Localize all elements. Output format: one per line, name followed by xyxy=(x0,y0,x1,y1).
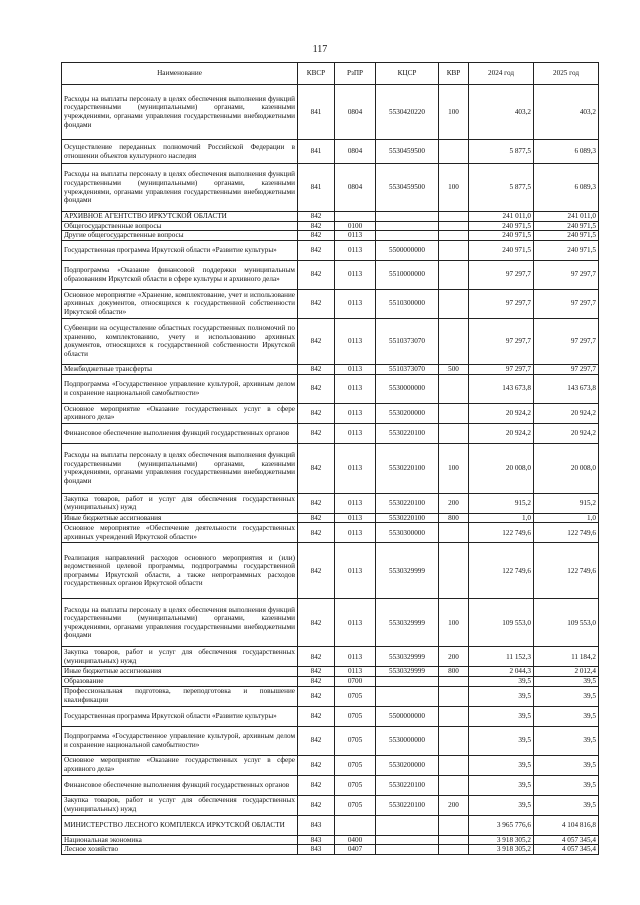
cell-2024: 39,5 xyxy=(469,706,534,726)
table-row xyxy=(62,423,599,443)
table-row xyxy=(62,240,599,260)
cell-name: Государственная программа Иркутской области «Развитие культуры» xyxy=(62,240,298,260)
cell-kvr: 100 xyxy=(439,164,469,212)
cell-kvr xyxy=(439,845,469,855)
table-row xyxy=(62,212,599,222)
cell-kcsr: 5530200000 xyxy=(376,755,439,775)
cell-rzpr: 0705 xyxy=(335,706,376,726)
cell-kvr xyxy=(439,726,469,755)
cell-rzpr: 0700 xyxy=(335,676,376,686)
cell-kcsr xyxy=(376,676,439,686)
cell-name: Иные бюджетные ассигнования xyxy=(62,513,298,523)
cell-2025: 39,5 xyxy=(534,726,599,755)
cell-2024: 240 971,5 xyxy=(469,221,534,231)
cell-rzpr xyxy=(335,212,376,222)
table-row xyxy=(62,221,599,231)
cell-2025: 122 749,6 xyxy=(534,543,599,599)
table-header-row xyxy=(62,63,599,85)
cell-name: Осуществление переданных полномочий Российской Федерации в отношении объектов культурного наследия xyxy=(62,140,298,164)
cell-2024: 122 749,6 xyxy=(469,543,534,599)
cell-rzpr: 0113 xyxy=(335,599,376,647)
cell-2024: 240 971,5 xyxy=(469,231,534,241)
cell-kvsr: 842 xyxy=(298,493,335,513)
table-row xyxy=(62,443,599,493)
table-row xyxy=(62,815,599,835)
cell-2025: 39,5 xyxy=(534,686,599,706)
cell-kcsr xyxy=(376,221,439,231)
cell-kvr: 200 xyxy=(439,493,469,513)
cell-kcsr: 5530200000 xyxy=(376,403,439,423)
cell-kcsr xyxy=(376,845,439,855)
cell-kvsr: 842 xyxy=(298,599,335,647)
cell-kvsr: 842 xyxy=(298,364,335,374)
cell-kvsr: 841 xyxy=(298,140,335,164)
table-row xyxy=(62,164,599,212)
cell-kvsr: 841 xyxy=(298,85,335,140)
cell-rzpr: 0113 xyxy=(335,374,376,403)
cell-kcsr: 5530329999 xyxy=(376,667,439,677)
cell-2024: 403,2 xyxy=(469,85,534,140)
cell-kvr: 500 xyxy=(439,364,469,374)
cell-2024: 97 297,7 xyxy=(469,289,534,318)
cell-kvsr: 842 xyxy=(298,726,335,755)
cell-2025: 4 104 816,8 xyxy=(534,815,599,835)
table-row xyxy=(62,318,599,364)
cell-rzpr: 0113 xyxy=(335,260,376,289)
page-number: 117 xyxy=(312,44,328,55)
cell-kcsr: 5530220100 xyxy=(376,513,439,523)
cell-2025: 240 971,5 xyxy=(534,221,599,231)
cell-name: Расходы на выплаты персоналу в целях обеспечения выполнения функций государственными (муниципальными) органами, казенными учреждениями, органами управления государственными внебюджетными фондами xyxy=(62,599,298,647)
cell-rzpr: 0113 xyxy=(335,523,376,543)
cell-kvr xyxy=(439,775,469,795)
cell-rzpr xyxy=(335,815,376,835)
cell-kcsr xyxy=(376,231,439,241)
cell-2024: 109 553,0 xyxy=(469,599,534,647)
table-row xyxy=(62,599,599,647)
table-row xyxy=(62,493,599,513)
cell-kvsr: 842 xyxy=(298,221,335,231)
cell-kvr xyxy=(439,289,469,318)
header-rzpr: РзПР xyxy=(335,63,376,85)
cell-rzpr: 0100 xyxy=(335,221,376,231)
cell-2024: 11 152,3 xyxy=(469,647,534,667)
cell-name: Реализация направлений расходов основного мероприятия и (или) ведомственной целевой программы, подпрограммы государственной программы Иркутской области, а также непрограммных расходов государственных органов Иркутской области xyxy=(62,543,298,599)
cell-kvr xyxy=(439,318,469,364)
cell-kvr: 100 xyxy=(439,599,469,647)
cell-kcsr: 5530000000 xyxy=(376,374,439,403)
cell-kvr xyxy=(439,221,469,231)
cell-kvr xyxy=(439,706,469,726)
cell-rzpr: 0113 xyxy=(335,493,376,513)
cell-kvsr: 842 xyxy=(298,374,335,403)
cell-name: АРХИВНОЕ АГЕНТСТВО ИРКУТСКОЙ ОБЛАСТИ xyxy=(62,212,298,222)
cell-2024: 39,5 xyxy=(469,795,534,815)
cell-name: Национальная экономика xyxy=(62,835,298,845)
cell-2024: 3 918 305,2 xyxy=(469,845,534,855)
cell-2024: 5 877,5 xyxy=(469,140,534,164)
cell-kcsr: 5510373070 xyxy=(376,364,439,374)
cell-rzpr: 0113 xyxy=(335,443,376,493)
cell-name: Закупка товаров, работ и услуг для обеспечения государственных (муниципальных) нужд xyxy=(62,493,298,513)
cell-kcsr: 5510300000 xyxy=(376,289,439,318)
cell-kcsr xyxy=(376,686,439,706)
cell-kvr xyxy=(439,423,469,443)
cell-2024: 20 924,2 xyxy=(469,403,534,423)
cell-rzpr: 0705 xyxy=(335,795,376,815)
cell-kvsr: 842 xyxy=(298,423,335,443)
cell-kvsr: 842 xyxy=(298,212,335,222)
cell-name: Основное мероприятие «Обеспечение деятельности государственных архивных учреждений Иркутской области» xyxy=(62,523,298,543)
table-row xyxy=(62,647,599,667)
cell-2024: 97 297,7 xyxy=(469,364,534,374)
cell-rzpr: 0705 xyxy=(335,726,376,755)
cell-kcsr: 5530000000 xyxy=(376,726,439,755)
table-row xyxy=(62,543,599,599)
cell-kcsr xyxy=(376,835,439,845)
cell-kcsr: 5530220100 xyxy=(376,443,439,493)
cell-kvr xyxy=(439,676,469,686)
cell-kvsr: 842 xyxy=(298,231,335,241)
cell-kvr xyxy=(439,755,469,775)
header-kvsr: КВСР xyxy=(298,63,335,85)
cell-2025: 2 012,4 xyxy=(534,667,599,677)
cell-rzpr: 0113 xyxy=(335,364,376,374)
cell-kvsr: 842 xyxy=(298,647,335,667)
cell-kvr: 100 xyxy=(439,443,469,493)
cell-2024: 3 918 305,2 xyxy=(469,835,534,845)
table-row xyxy=(62,140,599,164)
table-row xyxy=(62,513,599,523)
cell-name: Образование xyxy=(62,676,298,686)
cell-2025: 109 553,0 xyxy=(534,599,599,647)
cell-2025: 6 089,3 xyxy=(534,164,599,212)
table-row xyxy=(62,374,599,403)
cell-kvr xyxy=(439,815,469,835)
cell-kvr: 200 xyxy=(439,647,469,667)
cell-2025: 4 057 345,4 xyxy=(534,835,599,845)
cell-2024: 39,5 xyxy=(469,755,534,775)
cell-name: Иные бюджетные ассигнования xyxy=(62,667,298,677)
table-row xyxy=(62,289,599,318)
cell-2025: 143 673,8 xyxy=(534,374,599,403)
table-row xyxy=(62,726,599,755)
header-2024: 2024 год xyxy=(469,63,534,85)
budget-table xyxy=(61,62,599,855)
cell-2025: 122 749,6 xyxy=(534,523,599,543)
cell-rzpr: 0113 xyxy=(335,513,376,523)
cell-2024: 143 673,8 xyxy=(469,374,534,403)
table-row xyxy=(62,845,599,855)
cell-kvsr: 842 xyxy=(298,240,335,260)
cell-kcsr: 5530300000 xyxy=(376,523,439,543)
cell-kvr xyxy=(439,686,469,706)
cell-2025: 11 184,2 xyxy=(534,647,599,667)
cell-rzpr: 0705 xyxy=(335,775,376,795)
table-row xyxy=(62,795,599,815)
table-row xyxy=(62,686,599,706)
cell-2025: 4 057 345,4 xyxy=(534,845,599,855)
cell-kvsr: 842 xyxy=(298,260,335,289)
cell-kvsr: 843 xyxy=(298,835,335,845)
cell-name: Основное мероприятие «Хранение, комплектование, учет и использование архивных документов, относящихся к государственной собственности Иркутской области» xyxy=(62,289,298,318)
header-2025: 2025 год xyxy=(534,63,599,85)
cell-2025: 240 971,5 xyxy=(534,240,599,260)
cell-kvr xyxy=(439,835,469,845)
cell-kcsr: 5530220100 xyxy=(376,493,439,513)
table-row xyxy=(62,755,599,775)
cell-kcsr: 5530329999 xyxy=(376,543,439,599)
cell-kvr: 200 xyxy=(439,795,469,815)
cell-2025: 97 297,7 xyxy=(534,289,599,318)
cell-kvsr: 841 xyxy=(298,164,335,212)
cell-2025: 39,5 xyxy=(534,795,599,815)
cell-name: Финансовое обеспечение выполнения функций государственных органов xyxy=(62,423,298,443)
cell-kvsr: 843 xyxy=(298,845,335,855)
cell-rzpr: 0804 xyxy=(335,140,376,164)
cell-2025: 20 924,2 xyxy=(534,403,599,423)
cell-2025: 39,5 xyxy=(534,676,599,686)
cell-2025: 915,2 xyxy=(534,493,599,513)
cell-kvsr: 842 xyxy=(298,523,335,543)
cell-name: Государственная программа Иркутской области «Развитие культуры» xyxy=(62,706,298,726)
cell-2024: 39,5 xyxy=(469,775,534,795)
cell-name: Закупка товаров, работ и услуг для обеспечения государственных (муниципальных) нужд xyxy=(62,647,298,667)
cell-kvsr: 842 xyxy=(298,403,335,423)
cell-rzpr: 0113 xyxy=(335,423,376,443)
cell-name: Лесное хозяйство xyxy=(62,845,298,855)
header-kvr: КВР xyxy=(439,63,469,85)
cell-rzpr: 0113 xyxy=(335,543,376,599)
cell-2025: 39,5 xyxy=(534,755,599,775)
cell-kcsr: 5530459500 xyxy=(376,140,439,164)
cell-kvsr: 842 xyxy=(298,775,335,795)
cell-kcsr xyxy=(376,815,439,835)
cell-2024: 3 965 776,6 xyxy=(469,815,534,835)
cell-name: Основное мероприятие «Оказание государственных услуг в сфере архивного дела» xyxy=(62,755,298,775)
cell-name: Закупка товаров, работ и услуг для обеспечения государственных (муниципальных) нужд xyxy=(62,795,298,815)
cell-rzpr: 0113 xyxy=(335,240,376,260)
cell-2024: 2 044,3 xyxy=(469,667,534,677)
cell-kvsr: 842 xyxy=(298,543,335,599)
cell-2024: 20 924,2 xyxy=(469,423,534,443)
cell-kvsr: 842 xyxy=(298,289,335,318)
cell-2025: 1,0 xyxy=(534,513,599,523)
header-kcsr: КЦСР xyxy=(376,63,439,85)
cell-2024: 97 297,7 xyxy=(469,260,534,289)
cell-2024: 39,5 xyxy=(469,726,534,755)
cell-name: Профессиональная подготовка, переподготовка и повышение квалификации xyxy=(62,686,298,706)
cell-2024: 5 877,5 xyxy=(469,164,534,212)
cell-kvr xyxy=(439,240,469,260)
cell-kvr xyxy=(439,260,469,289)
cell-rzpr: 0804 xyxy=(335,85,376,140)
cell-rzpr: 0705 xyxy=(335,755,376,775)
cell-2025: 403,2 xyxy=(534,85,599,140)
header-name: Наименование xyxy=(62,63,298,85)
cell-kcsr: 5530220100 xyxy=(376,795,439,815)
cell-kvsr: 842 xyxy=(298,755,335,775)
cell-2024: 20 008,0 xyxy=(469,443,534,493)
cell-kcsr: 5510000000 xyxy=(376,260,439,289)
cell-name: Расходы на выплаты персоналу в целях обеспечения выполнения функций государственными (муниципальными) органами, казенными учреждениями, органами управления государственными внебюджетными фондами xyxy=(62,443,298,493)
cell-rzpr: 0113 xyxy=(335,647,376,667)
table-row xyxy=(62,667,599,677)
cell-2024: 39,5 xyxy=(469,686,534,706)
cell-kvsr: 842 xyxy=(298,686,335,706)
cell-name: Межбюджетные трансферты xyxy=(62,364,298,374)
cell-2025: 97 297,7 xyxy=(534,260,599,289)
cell-kcsr: 5510373070 xyxy=(376,318,439,364)
cell-kcsr: 5530459500 xyxy=(376,164,439,212)
cell-rzpr: 0400 xyxy=(335,835,376,845)
table-row xyxy=(62,775,599,795)
cell-kvr: 800 xyxy=(439,513,469,523)
cell-2024: 240 971,5 xyxy=(469,240,534,260)
cell-kcsr: 5530220100 xyxy=(376,775,439,795)
cell-rzpr: 0113 xyxy=(335,318,376,364)
cell-2025: 97 297,7 xyxy=(534,318,599,364)
table-row xyxy=(62,835,599,845)
cell-rzpr: 0113 xyxy=(335,403,376,423)
cell-name: Расходы на выплаты персоналу в целях обеспечения выполнения функций государственными (муниципальными) органами, казенными учреждениями, органами управления государственными внебюджетными фондами xyxy=(62,164,298,212)
cell-rzpr: 0804 xyxy=(335,164,376,212)
cell-kcsr xyxy=(376,212,439,222)
cell-2024: 97 297,7 xyxy=(469,318,534,364)
cell-name: Подпрограмма «Оказание финансовой поддержки муниципальным образованиям Иркутской области в сфере культуры и архивного дела» xyxy=(62,260,298,289)
cell-kcsr: 5500000000 xyxy=(376,706,439,726)
cell-2025: 241 011,0 xyxy=(534,212,599,222)
cell-name: Расходы на выплаты персоналу в целях обеспечения выполнения функций государственными (муниципальными) органами, казенными учреждениями, органами управления государственными внебюджетными фондами xyxy=(62,85,298,140)
cell-kvsr: 842 xyxy=(298,676,335,686)
cell-rzpr: 0407 xyxy=(335,845,376,855)
cell-2024: 39,5 xyxy=(469,676,534,686)
cell-kvr: 100 xyxy=(439,85,469,140)
table-row xyxy=(62,403,599,423)
cell-kcsr: 5500000000 xyxy=(376,240,439,260)
table-row xyxy=(62,231,599,241)
cell-kvsr: 842 xyxy=(298,318,335,364)
cell-2025: 39,5 xyxy=(534,775,599,795)
cell-kvr: 800 xyxy=(439,667,469,677)
cell-name: Подпрограмма «Государственное управление культурой, архивным делом и сохранение национальной самобытности» xyxy=(62,374,298,403)
cell-2025: 20 008,0 xyxy=(534,443,599,493)
table-row xyxy=(62,260,599,289)
cell-name: Субвенции на осуществление областных государственных полномочий по хранению, комплектованию, учету и использованию архивных документов, относящихся к государственной собственности Иркутской области xyxy=(62,318,298,364)
cell-kcsr: 5530329999 xyxy=(376,599,439,647)
cell-kvr xyxy=(439,212,469,222)
cell-kvsr: 842 xyxy=(298,443,335,493)
cell-name: Подпрограмма «Государственное управление культурой, архивным делом и сохранение национальной самобытности» xyxy=(62,726,298,755)
cell-rzpr: 0705 xyxy=(335,686,376,706)
cell-rzpr: 0113 xyxy=(335,231,376,241)
cell-kvsr: 843 xyxy=(298,815,335,835)
cell-name: Финансовое обеспечение выполнения функций государственных органов xyxy=(62,775,298,795)
cell-kvr xyxy=(439,140,469,164)
cell-kvsr: 842 xyxy=(298,795,335,815)
cell-kcsr: 5530329999 xyxy=(376,647,439,667)
cell-2025: 97 297,7 xyxy=(534,364,599,374)
table-row xyxy=(62,523,599,543)
cell-2024: 241 011,0 xyxy=(469,212,534,222)
cell-rzpr: 0113 xyxy=(335,289,376,318)
cell-kvr xyxy=(439,523,469,543)
cell-kvr xyxy=(439,543,469,599)
cell-2024: 1,0 xyxy=(469,513,534,523)
cell-kcsr: 5530220100 xyxy=(376,423,439,443)
cell-kvsr: 842 xyxy=(298,706,335,726)
cell-2025: 240 971,5 xyxy=(534,231,599,241)
cell-2025: 39,5 xyxy=(534,706,599,726)
cell-kvsr: 842 xyxy=(298,667,335,677)
cell-kvr xyxy=(439,403,469,423)
cell-kvr xyxy=(439,374,469,403)
cell-kvr xyxy=(439,231,469,241)
table-row xyxy=(62,364,599,374)
table-row xyxy=(62,676,599,686)
cell-2025: 20 924,2 xyxy=(534,423,599,443)
cell-name: Общегосударственные вопросы xyxy=(62,221,298,231)
cell-kvsr: 842 xyxy=(298,513,335,523)
cell-2024: 915,2 xyxy=(469,493,534,513)
cell-name: Другие общегосударственные вопросы xyxy=(62,231,298,241)
cell-rzpr: 0113 xyxy=(335,667,376,677)
cell-2025: 6 089,3 xyxy=(534,140,599,164)
table-row xyxy=(62,706,599,726)
table-row xyxy=(62,85,599,140)
cell-kcsr: 5530420220 xyxy=(376,85,439,140)
cell-2024: 122 749,6 xyxy=(469,523,534,543)
cell-name: Основное мероприятие «Оказание государственных услуг в сфере архивного дела» xyxy=(62,403,298,423)
cell-name: МИНИСТЕРСТВО ЛЕСНОГО КОМПЛЕКСА ИРКУТСКОЙ ОБЛАСТИ xyxy=(62,815,298,835)
